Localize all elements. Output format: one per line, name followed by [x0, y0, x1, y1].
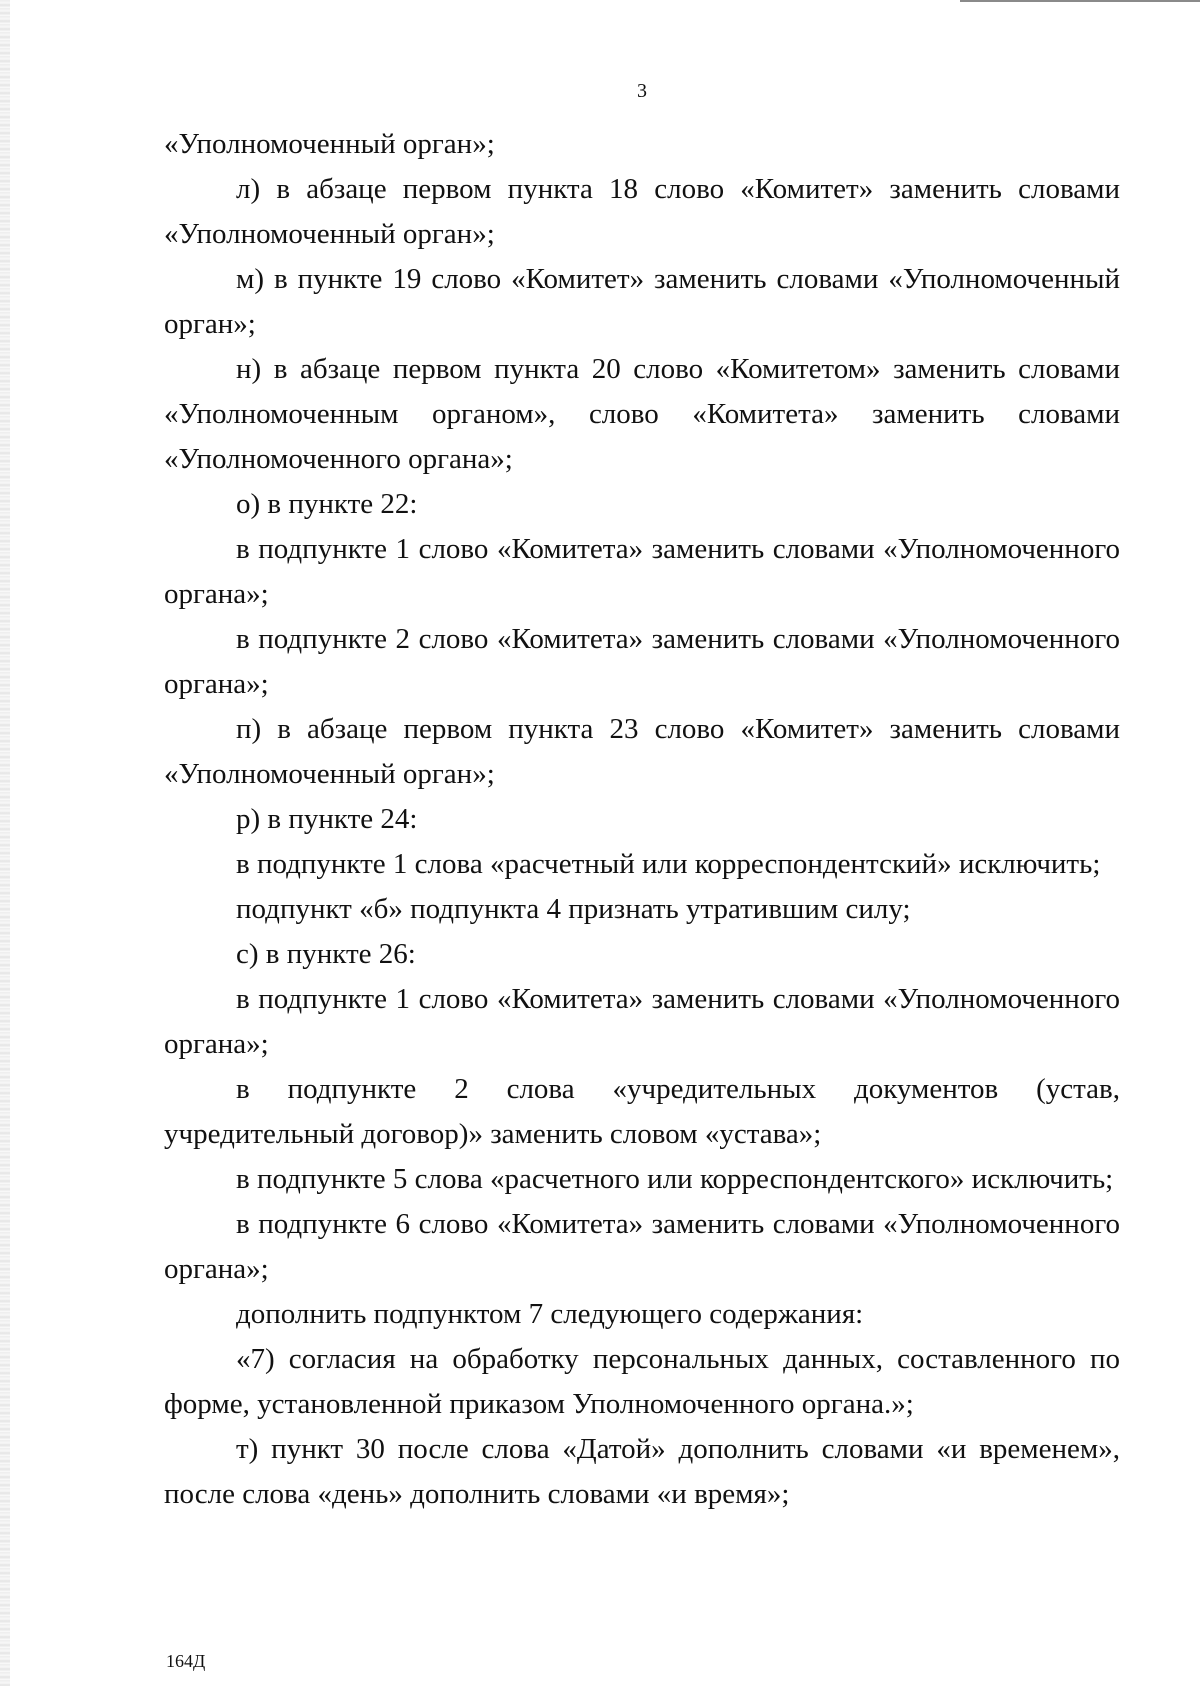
page-number: 3 — [637, 80, 647, 102]
paragraph: в подпункте 5 слова «расчетного или корреспондентского» исключить; — [236, 1163, 1114, 1195]
paragraph: в подпункте 2 слово «Комитета» заменить словами «Уполномоченного органа»; — [164, 623, 1120, 700]
document-code: 164Д — [166, 1651, 206, 1671]
paragraph: в подпункте 1 слова «расчетный или корреспондентский» исключить; — [236, 848, 1101, 880]
paragraph: в подпункте 1 слово «Комитета» заменить словами «Уполномоченного органа»; — [164, 533, 1120, 610]
paragraph: «Уполномоченный орган»; — [164, 128, 495, 160]
paragraph: т) пункт 30 после слова «Датой» дополнить словами «и временем», после слова «день» дополнить словами «и время»; — [164, 1433, 1120, 1510]
paragraph: подпункт «б» подпункта 4 признать утратившим силу; — [236, 893, 911, 925]
paragraph: с) в пункте 26: — [236, 938, 416, 970]
paragraph: м) в пункте 19 слово «Комитет» заменить словами «Уполномоченный орган»; — [164, 263, 1120, 340]
paragraph: в подпункте 6 слово «Комитета» заменить словами «Уполномоченного органа»; — [164, 1208, 1120, 1285]
paragraph: в подпункте 1 слово «Комитета» заменить словами «Уполномоченного органа»; — [164, 983, 1120, 1060]
paragraph: п) в абзаце первом пункта 23 слово «Комитет» заменить словами «Уполномоченный орган»; — [164, 713, 1120, 790]
scan-edge — [0, 0, 10, 1686]
paragraph: р) в пункте 24: — [236, 803, 418, 835]
paragraph: «7) согласия на обработку персональных данных, составленного по форме, установленной приказом Уполномоченного органа.»; — [164, 1343, 1120, 1420]
document-body — [164, 122, 1120, 1517]
scan-edge-top — [960, 0, 1200, 2]
paragraph: л) в абзаце первом пункта 18 слово «Комитет» заменить словами «Уполномоченный орган»; — [164, 173, 1120, 250]
paragraph: н) в абзаце первом пункта 20 слово «Комитетом» заменить словами «Уполномоченным органом», слово «Комитета» заменить словами «Уполномоченного органа»; — [164, 353, 1120, 475]
paragraph: в подпункте 2 слова «учредительных документов (устав, учредительный договор)» заменить словом «устава»; — [164, 1073, 1120, 1150]
paragraph: дополнить подпунктом 7 следующего содержания: — [236, 1298, 864, 1330]
paragraph: о) в пункте 22: — [236, 488, 418, 520]
